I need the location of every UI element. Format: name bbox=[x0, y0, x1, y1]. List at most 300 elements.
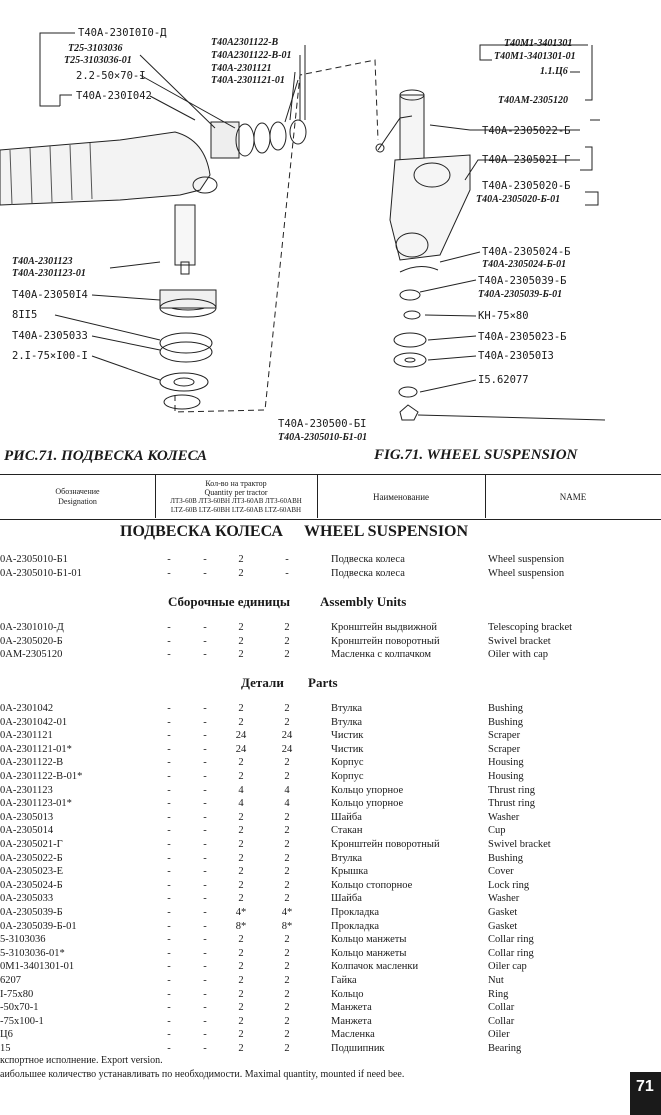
name-ru-cell: Кольцо манжеты bbox=[331, 934, 407, 946]
qty-cell: 2 bbox=[284, 716, 290, 728]
header-divider bbox=[485, 474, 486, 518]
label-T40A-2305039-B: T40A-2305039-Б bbox=[478, 275, 567, 287]
qty-cell: - bbox=[167, 635, 171, 647]
label-T40A-2305039-B-01: T40A-2305039-Б-01 bbox=[478, 289, 563, 300]
qty-cell: - bbox=[203, 961, 207, 973]
note-max-quantity: аибольшее количество устанавливать по необходимости. Maximal quantity, mounted if need bee. bbox=[0, 1069, 405, 1080]
name-ru-cell: Шайба bbox=[331, 811, 362, 823]
qty-cell: - bbox=[203, 716, 207, 728]
table-row bbox=[0, 879, 661, 893]
qty-cell: - bbox=[203, 1029, 207, 1041]
label-T40A-2305023-B: T40A-2305023-Б bbox=[478, 331, 567, 343]
name-ru-cell: Крышка bbox=[331, 866, 368, 878]
name-ru-cell: Гайка bbox=[331, 975, 357, 986]
qty-cell: 2 bbox=[238, 947, 244, 959]
name-ru-cell: Колпачок масленки bbox=[331, 961, 419, 973]
qty-cell: - bbox=[167, 907, 171, 918]
name-ru-cell: Кольцо bbox=[331, 988, 364, 1000]
qty-cell: 2 bbox=[284, 825, 290, 837]
qty-cell: - bbox=[167, 825, 171, 837]
designation-cell: 0A-2305022-Б bbox=[0, 852, 63, 864]
qty-cell: 2 bbox=[238, 934, 244, 946]
label-T40M1-3401301-01: T40M1-3401301-01 bbox=[494, 51, 576, 62]
qty-cell: - bbox=[203, 743, 207, 755]
name-ru-cell: Масленка с колпачком bbox=[331, 649, 432, 661]
name-ru-cell: Масленка bbox=[331, 1029, 375, 1041]
qty-cell: 2 bbox=[284, 1015, 290, 1027]
qty-cell: 2 bbox=[238, 839, 244, 850]
table-row bbox=[0, 553, 661, 567]
name-ru-cell: Чистик bbox=[331, 743, 364, 755]
qty-cell: 2 bbox=[284, 1043, 290, 1054]
label-T40A2301122-B: T40A2301122-B bbox=[211, 37, 279, 48]
bearing-shape bbox=[160, 333, 212, 353]
page-number: 71 bbox=[630, 1072, 661, 1115]
label-T40A-2305033: T40A-2305033 bbox=[12, 330, 88, 342]
qty-cell: - bbox=[167, 1029, 171, 1041]
qty-cell: 2 bbox=[284, 635, 290, 647]
label-T25-3103036-01: T25-3103036-01 bbox=[64, 55, 132, 66]
qty-cell: - bbox=[203, 811, 207, 823]
header-qty-title: Кол-во на трактор Quantity per tractor bbox=[204, 479, 268, 497]
qty-cell: - bbox=[285, 554, 289, 565]
name-en-cell: Thrust ring bbox=[488, 784, 535, 796]
qty-cell: 2 bbox=[238, 811, 244, 823]
qty-cell: - bbox=[203, 907, 207, 918]
label-T40A-2305020-B-01: T40A-2305020-Б-01 bbox=[476, 194, 561, 205]
qty-cell: - bbox=[167, 1043, 171, 1054]
name-en-cell: Oiler cap bbox=[488, 961, 527, 973]
qty-cell: 4* bbox=[281, 907, 293, 918]
name-en-cell: Oiler with cap bbox=[488, 649, 549, 661]
qty-cell: 2 bbox=[284, 866, 290, 878]
label-T40A-2301123: T40A-2301123 bbox=[12, 256, 73, 267]
qty-cell: - bbox=[167, 567, 171, 579]
name-en-cell: Scraper bbox=[488, 730, 521, 742]
qty-cell: 2 bbox=[238, 757, 244, 769]
qty-cell: 2 bbox=[284, 879, 290, 891]
table-row bbox=[0, 1001, 661, 1015]
qty-cell: 2 bbox=[284, 839, 290, 850]
qty-cell: 8* bbox=[281, 920, 293, 932]
qty-cell: 4* bbox=[235, 907, 247, 918]
label-oiler-1-1-C6: 1.1.Ц6 bbox=[540, 66, 568, 77]
designation-cell: 0AM-2305120 bbox=[0, 649, 63, 661]
designation-cell: I-75x80 bbox=[0, 988, 34, 1000]
qty-cell: 2 bbox=[238, 1043, 244, 1054]
name-ru-cell: Втулка bbox=[331, 716, 363, 728]
designation-cell: 0A-2305020-Б bbox=[0, 635, 63, 647]
figure-caption-ru: РИС.71. ПОДВЕСКА КОЛЕСА bbox=[4, 448, 208, 464]
name-ru-cell: Манжета bbox=[331, 1002, 372, 1014]
qty-cell: 2 bbox=[238, 716, 244, 728]
label-collar-50x70: 2.2-50×70-I bbox=[76, 70, 146, 82]
qty-cell: 2 bbox=[284, 703, 290, 714]
designation-cell: 0A-2305013 bbox=[0, 811, 54, 823]
label-T40A-2305024-B-01: T40A-2305024-Б-01 bbox=[482, 259, 567, 270]
qty-cell: 2 bbox=[238, 961, 244, 973]
qty-cell: - bbox=[167, 947, 171, 959]
name-en-cell: Cover bbox=[488, 866, 514, 878]
qty-cell: - bbox=[167, 852, 171, 864]
table-row bbox=[0, 729, 661, 743]
qty-cell: 2 bbox=[238, 975, 244, 986]
qty-cell: - bbox=[167, 920, 171, 932]
qty-cell: - bbox=[203, 635, 207, 647]
designation-cell: 0A-2301121-01* bbox=[0, 743, 72, 755]
label-8115: 8II5 bbox=[12, 309, 38, 321]
qty-cell: - bbox=[167, 1002, 171, 1014]
name-ru-cell: Втулка bbox=[331, 852, 363, 864]
name-ru-cell: Подшипник bbox=[331, 1043, 385, 1054]
qty-cell: 2 bbox=[284, 1029, 290, 1041]
qty-cell: - bbox=[167, 934, 171, 946]
name-ru-cell: Прокладка bbox=[331, 920, 380, 932]
qty-cell: - bbox=[203, 839, 207, 850]
qty-cell: - bbox=[167, 743, 171, 755]
name-en-cell: Cup bbox=[488, 825, 506, 837]
name-ru-cell: Втулка bbox=[331, 703, 363, 714]
designation-cell: 0A-2305039-Б-01 bbox=[0, 920, 77, 932]
table-row bbox=[0, 621, 661, 635]
qty-cell: 2 bbox=[238, 635, 244, 647]
name-en-cell: Swivel bracket bbox=[488, 635, 551, 647]
name-en-cell: Gasket bbox=[488, 920, 518, 932]
qty-cell: 2 bbox=[284, 1002, 290, 1014]
qty-cell: 2 bbox=[238, 1029, 244, 1041]
qty-cell: 2 bbox=[238, 1015, 244, 1027]
designation-cell: 0A-2305033 bbox=[0, 893, 54, 905]
name-ru-cell: Кронштейн выдвижной bbox=[331, 622, 437, 633]
qty-cell: 2 bbox=[238, 866, 244, 878]
label-T40A-2305022-B: T40A-2305022-Б bbox=[482, 125, 571, 137]
name-ru-cell: Чистик bbox=[331, 730, 364, 742]
qty-cell: - bbox=[203, 771, 207, 782]
name-ru-cell: Корпус bbox=[331, 771, 364, 782]
qty-cell: - bbox=[203, 554, 207, 565]
qty-cell: - bbox=[167, 879, 171, 891]
label-collar-75x100: 2.I-75×I00-I bbox=[12, 350, 88, 362]
qty-cell: - bbox=[203, 825, 207, 837]
name-ru-cell: Кольцо упорное bbox=[331, 784, 404, 796]
label-T40A-2305020-B: T40A-2305020-Б bbox=[482, 180, 571, 192]
qty-cell: 2 bbox=[284, 622, 290, 633]
designation-cell: 0A-2305021-Г bbox=[0, 839, 63, 850]
name-en-cell: Nut bbox=[488, 975, 504, 986]
designation-cell: 0A-2305024-Б bbox=[0, 879, 63, 891]
qty-cell: - bbox=[203, 1015, 207, 1027]
qty-cell: - bbox=[203, 757, 207, 769]
header-divider bbox=[155, 474, 156, 518]
qty-cell: - bbox=[167, 839, 171, 850]
name-en-cell: Oiler bbox=[488, 1029, 510, 1041]
name-en-cell: Housing bbox=[488, 757, 524, 769]
table-row bbox=[0, 811, 661, 825]
table-row bbox=[0, 865, 661, 879]
label-T40A-2305014: T40A-23050I4 bbox=[12, 289, 88, 301]
name-ru-cell: Подвеска колеса bbox=[331, 554, 405, 565]
name-ru-cell: Кольцо стопорное bbox=[331, 879, 413, 891]
qty-cell: - bbox=[167, 649, 171, 661]
qty-cell: 2 bbox=[284, 988, 290, 1000]
name-en-cell: Lock ring bbox=[488, 879, 530, 891]
qty-cell: 2 bbox=[238, 554, 244, 565]
designation-cell: 0A-2301042-01 bbox=[0, 716, 68, 728]
qty-cell: 2 bbox=[238, 988, 244, 1000]
designation-cell: 0A-2301122-В bbox=[0, 757, 64, 769]
table-row bbox=[0, 988, 661, 1002]
qty-cell: 2 bbox=[238, 703, 244, 714]
qty-cell: 2 bbox=[238, 879, 244, 891]
designation-cell: 0A-2301122-В-01* bbox=[0, 771, 83, 782]
qty-cell: 2 bbox=[284, 975, 290, 986]
qty-cell: - bbox=[167, 716, 171, 728]
table-row bbox=[0, 648, 661, 662]
name-ru-cell: Кронштейн поворотный bbox=[331, 635, 440, 647]
qty-cell: - bbox=[167, 757, 171, 769]
name-en-cell: Wheel suspension bbox=[488, 567, 565, 579]
qty-cell: - bbox=[203, 852, 207, 864]
designation-cell: 0A-2301123 bbox=[0, 784, 53, 796]
qty-cell: 2 bbox=[284, 893, 290, 905]
label-15-62077: I5.62077 bbox=[478, 374, 529, 386]
designation-cell: 5-3103036 bbox=[0, 934, 46, 946]
qty-cell: 4 bbox=[238, 784, 244, 796]
qty-cell: 2 bbox=[284, 771, 290, 782]
note-export-version: кспортное исполнение. Export version. bbox=[0, 1055, 163, 1066]
table-row bbox=[0, 743, 661, 757]
qty-cell: 2 bbox=[284, 852, 290, 864]
section-parts-en: Parts bbox=[308, 675, 338, 690]
designation-cell: 0A-2301010-Д bbox=[0, 622, 64, 633]
table-row bbox=[0, 933, 661, 947]
name-en-cell: Scraper bbox=[488, 743, 521, 755]
label-T40A-2301010: T40A-230I0I0-Д bbox=[78, 27, 167, 39]
qty-cell: - bbox=[203, 975, 207, 986]
qty-cell: - bbox=[167, 1015, 171, 1027]
qty-cell: 2 bbox=[284, 811, 290, 823]
section-assembly-en: Assembly Units bbox=[320, 594, 407, 609]
qty-cell: - bbox=[167, 893, 171, 905]
section-title-ru: ПОДВЕСКА КОЛЕСА bbox=[120, 523, 283, 540]
qty-cell: - bbox=[203, 947, 207, 959]
name-ru-cell: Стакан bbox=[331, 825, 363, 837]
qty-cell: - bbox=[167, 866, 171, 878]
name-ru-cell: Кольцо манжеты bbox=[331, 947, 407, 959]
table-row bbox=[0, 567, 661, 581]
table-header bbox=[0, 474, 661, 520]
qty-cell: - bbox=[203, 1002, 207, 1014]
name-en-cell: Telescoping bracket bbox=[488, 622, 573, 633]
table-row bbox=[0, 920, 661, 934]
designation-cell: 0A-2305010-Б1 bbox=[0, 554, 68, 565]
designation-cell: 0A-2305039-Б bbox=[0, 907, 63, 918]
qty-cell: - bbox=[203, 1043, 207, 1054]
qty-cell: 2 bbox=[238, 649, 244, 661]
table-row bbox=[0, 838, 661, 852]
label-T40A2301122-B-01: T40A2301122-B-01 bbox=[211, 50, 292, 61]
section-parts-ru: Детали bbox=[241, 675, 284, 690]
qty-cell: - bbox=[167, 798, 171, 810]
figure-caption-en: FIG.71. WHEEL SUSPENSION bbox=[374, 447, 578, 463]
name-en-cell: Bearing bbox=[488, 1043, 522, 1054]
label-KH-75x80: KH-75×80 bbox=[478, 310, 529, 322]
label-T40A-2305021-G: T40A-230502I-Г bbox=[482, 154, 571, 166]
qty-cell: 24 bbox=[281, 743, 293, 755]
qty-cell: 4 bbox=[238, 798, 244, 810]
header-quantity bbox=[155, 475, 317, 519]
table-row bbox=[0, 906, 661, 920]
qty-cell: - bbox=[203, 730, 207, 742]
table-row bbox=[0, 756, 661, 770]
qty-cell: 24 bbox=[281, 730, 293, 742]
qty-cell: 24 bbox=[235, 743, 247, 755]
label-T40M1-3401301: T40M1-3401301 bbox=[504, 38, 573, 49]
designation-cell: 0A-2301042 bbox=[0, 703, 54, 714]
label-T40A-2305013: T40A-23050I3 bbox=[478, 350, 554, 362]
name-en-cell: Washer bbox=[488, 893, 520, 905]
qty-cell: - bbox=[203, 866, 207, 878]
qty-cell: - bbox=[203, 567, 207, 579]
designation-cell: 0M1-3401301-01 bbox=[0, 961, 75, 973]
table-row bbox=[0, 784, 661, 798]
qty-cell: - bbox=[167, 988, 171, 1000]
name-en-cell: Ring bbox=[488, 988, 509, 1000]
table-row bbox=[0, 947, 661, 961]
qty-cell: - bbox=[167, 961, 171, 973]
qty-cell: - bbox=[285, 567, 289, 579]
header-divider bbox=[317, 474, 318, 518]
label-T40A-2301121: T40A-2301121 bbox=[211, 63, 272, 74]
header-name-ru: Наименование bbox=[372, 492, 430, 502]
designation-cell: 6207 bbox=[0, 975, 21, 986]
name-en-cell: Collar bbox=[488, 1015, 515, 1027]
qty-cell: - bbox=[203, 649, 207, 661]
qty-cell: - bbox=[167, 554, 171, 565]
header-designation: Обозначение Designation bbox=[55, 487, 100, 506]
header-name-en: NAME bbox=[559, 492, 587, 502]
name-ru-cell: Манжета bbox=[331, 1015, 372, 1027]
name-en-cell: Bushing bbox=[488, 703, 524, 714]
qty-cell: - bbox=[167, 730, 171, 742]
header-qty-models-ru: ЛТЗ-60В ЛТЗ-60ВН ЛТЗ-60АВ ЛТЗ-60АВН bbox=[170, 497, 302, 505]
name-ru-cell: Кольцо упорное bbox=[331, 798, 404, 810]
qty-cell: - bbox=[167, 622, 171, 633]
designation-cell: 0A-2305010-Б1-01 bbox=[0, 567, 82, 579]
qty-cell: - bbox=[167, 771, 171, 782]
qty-cell: 2 bbox=[238, 771, 244, 782]
name-en-cell: Wheel suspension bbox=[488, 554, 565, 565]
qty-cell: 2 bbox=[238, 852, 244, 864]
designation-cell: 0A-2301123-01* bbox=[0, 798, 72, 810]
designation-cell: -75x100-1 bbox=[0, 1015, 44, 1027]
qty-cell: - bbox=[203, 798, 207, 810]
qty-cell: 2 bbox=[284, 961, 290, 973]
name-ru-cell: Прокладка bbox=[331, 907, 380, 918]
label-T25-3103036: T25-3103036 bbox=[68, 43, 123, 54]
qty-cell: - bbox=[203, 920, 207, 932]
label-T40A-2301042: T40A-230I042 bbox=[76, 90, 152, 102]
qty-cell: - bbox=[203, 784, 207, 796]
designation-cell: 0A-2301121 bbox=[0, 730, 53, 742]
table-row bbox=[0, 797, 661, 811]
table-row bbox=[0, 892, 661, 906]
name-en-cell: Collar ring bbox=[488, 934, 534, 946]
swivel-bracket-shape bbox=[400, 95, 424, 165]
table-row bbox=[0, 1028, 661, 1042]
qty-cell: - bbox=[203, 934, 207, 946]
header-qty-models-en: LTZ-60B LTZ-60BH LTZ-60AB LTZ-60ABH bbox=[170, 506, 302, 514]
qty-cell: - bbox=[167, 811, 171, 823]
name-en-cell: Housing bbox=[488, 771, 524, 782]
section-assembly-ru: Сборочные единицы bbox=[168, 594, 291, 609]
qty-cell: 2 bbox=[238, 1002, 244, 1014]
name-ru-cell: Шайба bbox=[331, 893, 362, 905]
name-en-cell: Thrust ring bbox=[488, 798, 535, 810]
qty-cell: 2 bbox=[238, 567, 244, 579]
name-en-cell: Swivel bracket bbox=[488, 839, 551, 850]
qty-cell: 4 bbox=[284, 784, 290, 796]
name-en-cell: Collar bbox=[488, 1002, 515, 1014]
table-row bbox=[0, 702, 661, 716]
qty-cell: - bbox=[203, 988, 207, 1000]
name-ru-cell: Подвеска колеса bbox=[331, 567, 405, 579]
name-en-cell: Gasket bbox=[488, 907, 518, 918]
qty-cell: 2 bbox=[238, 622, 244, 633]
table-row bbox=[0, 824, 661, 838]
stem-shape bbox=[175, 205, 195, 265]
label-T40AM-2305120: T40AM-2305120 bbox=[498, 95, 568, 106]
table-row bbox=[0, 770, 661, 784]
name-ru-cell: Корпус bbox=[331, 757, 364, 769]
qty-cell: 2 bbox=[284, 757, 290, 769]
label-T40A-2305024-B: T40A-2305024-Б bbox=[482, 246, 571, 258]
qty-cell: - bbox=[203, 879, 207, 891]
table-row bbox=[0, 635, 661, 649]
qty-cell: 2 bbox=[284, 947, 290, 959]
designation-cell: -50x70-1 bbox=[0, 1002, 39, 1014]
qty-cell: 4 bbox=[284, 798, 290, 810]
label-T40A-2305010-B1-01: T40A-2305010-Б1-01 bbox=[278, 432, 368, 443]
section-title-en: WHEEL SUSPENSION bbox=[304, 523, 469, 540]
qty-cell: 2 bbox=[238, 893, 244, 905]
qty-cell: - bbox=[167, 975, 171, 986]
qty-cell: 2 bbox=[284, 649, 290, 661]
designation-cell: 15 bbox=[0, 1043, 11, 1054]
qty-cell: 24 bbox=[235, 730, 247, 742]
qty-cell: - bbox=[203, 893, 207, 905]
name-en-cell: Bushing bbox=[488, 716, 524, 728]
designation-cell: 0A-2305023-Е bbox=[0, 866, 63, 878]
qty-cell: - bbox=[167, 784, 171, 796]
designation-cell: Ц6 bbox=[0, 1029, 13, 1041]
qty-cell: - bbox=[203, 622, 207, 633]
designation-cell: 0A-2305014 bbox=[0, 825, 54, 837]
name-ru-cell: Кронштейн поворотный bbox=[331, 839, 440, 850]
table-row bbox=[0, 852, 661, 866]
table-row bbox=[0, 960, 661, 974]
name-en-cell: Washer bbox=[488, 811, 520, 823]
table-row bbox=[0, 716, 661, 730]
name-en-cell: Bushing bbox=[488, 852, 524, 864]
qty-cell: 2 bbox=[284, 934, 290, 946]
label-T40A-2301123-01: T40A-2301123-01 bbox=[12, 268, 86, 279]
table-row bbox=[0, 1042, 661, 1056]
designation-cell: 5-3103036-01* bbox=[0, 947, 65, 959]
label-T40A-2301121-01: T40A-2301121-01 bbox=[211, 75, 285, 86]
table-row bbox=[0, 974, 661, 988]
qty-cell: - bbox=[203, 703, 207, 714]
